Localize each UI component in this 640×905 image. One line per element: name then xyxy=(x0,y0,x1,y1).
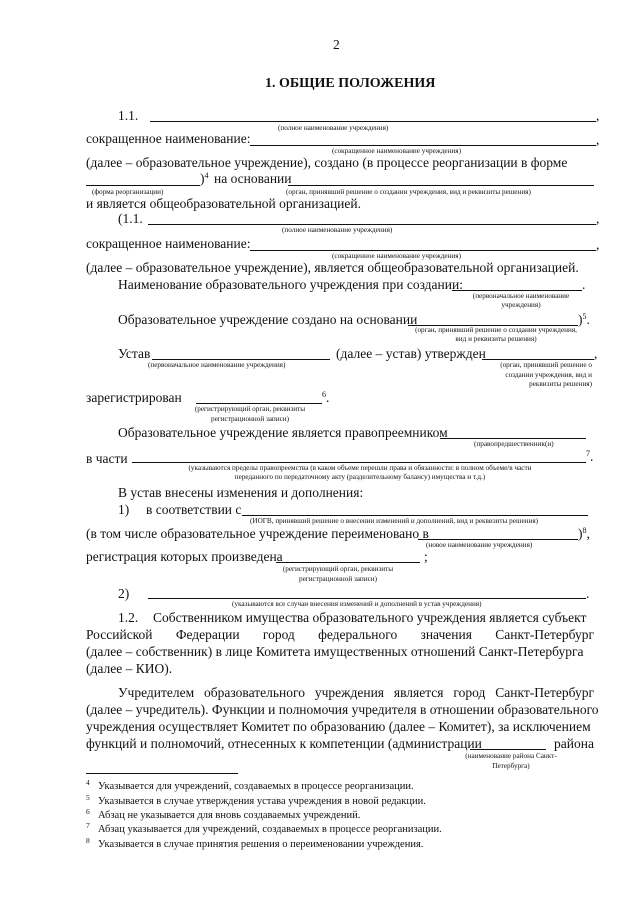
caption-charter-body: (орган, принявший решение о создании учреждения, вид и реквизиты решения) xyxy=(500,361,592,388)
page-number: 2 xyxy=(333,37,340,52)
reg-body2-line xyxy=(276,562,420,563)
alt-full-name-line xyxy=(148,224,596,225)
clause-1-1-alt-label: (1.1. xyxy=(118,211,143,226)
successor-label: Образовательное учреждение является правопреемником xyxy=(118,425,448,440)
caption-creation-body: (орган, принявший решение о создании учреждения, вид и реквизиты решения) xyxy=(415,326,577,343)
caption-initial-name: (первоначальное наименование учреждения) xyxy=(472,292,570,309)
p12-line-1: Российской Федерации город федерального значения Санкт-Петербург xyxy=(86,627,594,642)
clause-1-1-label: 1.1. xyxy=(118,108,139,123)
p12-line-0: Собственником имущества образовательного учреждения является субъект xyxy=(153,610,587,625)
founder-line-3: функций и полномочий, отнесенных к компетенции (администрации xyxy=(86,736,482,751)
footnote-text: Указывается для учреждений, создаваемых в процессе реорганизации. xyxy=(98,781,414,792)
reorg-form-line xyxy=(86,185,200,186)
founder-line-1: (далее – учредитель). Функции и полномочия учредителя в отношении образовательного xyxy=(86,702,599,717)
initial-name-line xyxy=(452,290,582,291)
succession-line xyxy=(132,462,586,463)
footnote-number: 8 xyxy=(86,836,90,845)
registered-label: зарегистрирован xyxy=(86,390,182,405)
caption-district: (наименование района Санкт-Петербурга) xyxy=(465,752,557,770)
charter-mid: (далее – устав) утвержден xyxy=(336,346,486,361)
footnote-text: Указывается в случае принятия решения о переименовании учреждения. xyxy=(98,839,424,850)
item-2-label: 2) xyxy=(118,586,130,601)
caption-alt-short-name: (сокращенное наименование учреждения) xyxy=(332,252,461,260)
short-name-label: сокращенное наименование: xyxy=(86,131,251,146)
charter-name-line xyxy=(152,359,330,360)
in-accordance-label: в соответствии с xyxy=(146,502,242,517)
created-on-basis: Образовательное учреждение создано на основании xyxy=(118,312,418,327)
caption-succession: (указываются пределы правопреемства (в каком объеме перешли права и обязанности: в полном объеме/в части переданного по передаточному акту (разделительному балансу) имущества и т.д.) xyxy=(188,464,532,481)
founder-line-0: Учредителем образовательного учреждения является город Санкт-Петербург xyxy=(118,685,594,700)
footnote-text: Указывается в случае утверждения устава учреждения в новой редакции. xyxy=(98,796,426,807)
caption-reg-body: (регистрирующий орган, реквизиты регистрационной записи) xyxy=(194,405,306,423)
caption-reorg-body: (орган, принявший решение о создании учреждения, вид и реквизиты решения) xyxy=(286,188,531,196)
caption-new-name: (новое наименование учреждения) xyxy=(426,541,533,549)
caption-full-name: (полное наименование учреждения) xyxy=(278,124,389,132)
full-name-line xyxy=(150,121,596,122)
footnote-text: Абзац указывается для учреждений, создаваемых в процессе реорганизации. xyxy=(98,824,442,835)
footnote-number: 6 xyxy=(86,807,90,816)
footnote-number: 5 xyxy=(86,793,90,802)
alt-short-name-line xyxy=(250,250,596,251)
predecessor-line xyxy=(440,438,586,439)
reorg-body-line xyxy=(288,185,594,186)
caption-predecessor: (правопредшественник(и) xyxy=(474,440,554,448)
item-1-label: 1) xyxy=(118,502,130,517)
renamed-label: (в том числе образовательное учреждение переименовано в xyxy=(86,526,429,541)
charter-label: Устав xyxy=(118,346,151,361)
short-name-line xyxy=(250,145,596,146)
alt-line-a: (далее – образовательное учреждение), является общеобразовательной организацией. xyxy=(86,260,579,275)
alt-short-name-label: сокращенное наименование: xyxy=(86,236,251,251)
caption-charter-name: (первоначальное наименование учреждения) xyxy=(148,361,286,369)
footnote-text: Абзац не указывается для вновь создаваемых учреждений. xyxy=(98,810,361,821)
reg-body-line xyxy=(196,403,322,404)
caption-short-name: (сокращенное наименование учреждения) xyxy=(332,147,461,155)
caption-all-cases: (указываются все случаи внесения изменений и дополнений в устав учреждения) xyxy=(232,600,482,608)
p11-line-b: и является общеобразовательной организацией. xyxy=(86,196,361,211)
all-cases-line xyxy=(148,598,586,599)
caption-iogv: (ИОГВ, принявший решение о внесении изменений и дополнений, вид и реквизиты решения) xyxy=(250,517,539,525)
footnote-number: 7 xyxy=(86,821,90,830)
founder-line-2: учреждения осуществляет Комитет по образованию (далее – Комитет), за исключением xyxy=(86,719,591,734)
caption-reg-body2: (регистрирующий орган, реквизиты регистрационной записи) xyxy=(282,565,394,583)
p11-line-a: (далее – образовательное учреждение), создано (в процессе реорганизации в форме xyxy=(86,155,568,170)
charter-body-line xyxy=(482,359,594,360)
footnote-separator xyxy=(86,773,238,774)
in-part-label: в части xyxy=(86,451,128,466)
p12-line-2: (далее – собственник) в лице Комитета имущественных отношений Санкт-Петербурга xyxy=(86,644,584,659)
footnote-number: 4 xyxy=(86,778,90,787)
district-line xyxy=(470,749,546,750)
amendments-label: В устав внесены изменения и дополнения: xyxy=(118,485,364,500)
registration-done-label: регистрация которых произведена xyxy=(86,549,283,564)
clause-1-2-label: 1.2. xyxy=(118,610,139,625)
name-at-creation: Наименование образовательного учреждения при создании: xyxy=(118,277,463,292)
p12-line-3: (далее – КИО). xyxy=(86,661,173,676)
on-basis-label: на основании xyxy=(214,171,292,186)
caption-reorg-form: (форма реорганизации) xyxy=(92,188,164,196)
iogv-line xyxy=(242,515,588,516)
new-name-line xyxy=(418,539,578,540)
caption-alt-full-name: (полное наименование учреждения) xyxy=(282,226,393,234)
founder-district-word: района xyxy=(554,736,594,751)
section-title: 1. ОБЩИЕ ПОЛОЖЕНИЯ xyxy=(265,76,436,91)
